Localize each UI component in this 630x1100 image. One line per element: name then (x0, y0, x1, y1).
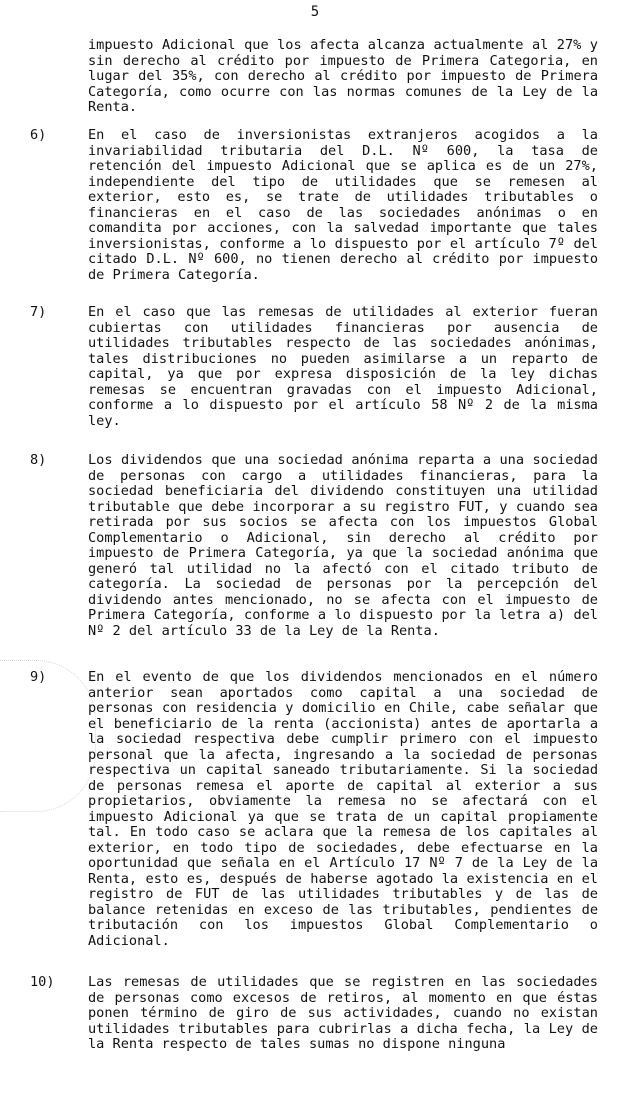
paragraph-number: 8) (30, 452, 47, 468)
paragraph-6: En el caso de inversionistas extranjeros acogidos a la invariabilidad tributaria del D.L. Nº 600, la tasa de retención del impuesto Adicional que se aplica es de un 27%, independiente del tipo de utilidades que se remesen al exterior, esto es, se trate de utilidades tributables o financieras en el caso de las sociedades anónimas o en comandita por acciones, con la salvedad importante que tales inversionistas, conforme a lo dispuesto por el artículo 7º del citado D.L. Nº 600, no tienen derecho al crédito por impuesto de Primera Categoría. (88, 127, 598, 283)
paragraph-number: 6) (30, 127, 47, 143)
paragraph-9: En el evento de que los dividendos mencionados en el número anterior sean aportados como capital a una sociedad de personas con residencia y domicilio en Chile, cabe señalar que el beneficiario de la renta (accionista) antes de aportarla a la sociedad respectiva debe cumplir primero con el impuesto personal que la afecta, ingresando a la sociedad de personas respectiva un capital saneado tributariamente. Si la sociedad de personas remesa el aporte de capital al exterior a sus propietarios, obviamente la remesa no se afectará con el impuesto Adicional ya que se trata de un capital propiamente tal. En todo caso se aclara que la remesa de los capitales al exterior, en todo tipo de sociedades, debe efectuarse en la oportunidad que señala en el Artículo 17 Nº 7 de la Ley de la Renta, esto es, después de haberse agotado la existencia en el registro de FUT de las utilidades tributables y de las de balance retenidas en exceso de las tributables, pendientes de tributación con los impuestos Global Complementario o Adicional. (88, 669, 598, 949)
paragraph-number: 7) (30, 304, 47, 320)
paragraph-number: 10) (30, 974, 55, 990)
paragraph-8: Los dividendos que una sociedad anónima reparta a una sociedad de personas con cargo a utilidades financieras, para la sociedad beneficiaria del dividendo constituyen una utilidad tributable que debe incorporar a su registro FUT, y cuando sea retirada por sus socios se afecta con los impuestos Global Complementario o Adicional, sin derecho al crédito por impuesto de Primera Categoría, ya que la sociedad anónima que generó tal utilidad no la afectó con el citado tributo de categoría. La sociedad de personas por la percepción del dividendo antes mencionado, no se afecta con el impuesto de Primera Categoría, conforme a lo dispuesto por la letra a) del Nº 2 del artículo 33 de la Ley de la Renta. (88, 452, 598, 639)
paragraph-continuation: impuesto Adicional que los afecta alcanza actualmente al 27% y sin derecho al crédito por impuesto de Primera Categoria, en lugar del 35%, con derecho al crédito por impuesto de Primera Categoría, como ocurre con las normas comunes de la Ley de la Renta. (88, 37, 598, 115)
paragraph-10: Las remesas de utilidades que se registren en las sociedades de personas como excesos de retiros, al momento en que éstas ponen término de giro de sus actividades, cuando no existan utilidades tributables para cubrirlas a dicha fecha, la Ley de la Renta respecto de tales sumas no dispone ninguna (88, 974, 598, 1052)
page-number: 5 (310, 4, 320, 20)
paragraph-7: En el caso que las remesas de utilidades al exterior fueran cubiertas con utilidades financieras por ausencia de utilidades tributables respecto de las sociedades anónimas, tales distribuciones no pueden asimilarse a un reparto de capital, ya que por expresa disposición de la ley dichas remesas se encuentran gravadas con el impuesto Adicional, conforme a lo dispuesto por el artículo 58 Nº 2 de la misma ley. (88, 304, 598, 429)
paragraph-number: 9) (30, 669, 47, 685)
